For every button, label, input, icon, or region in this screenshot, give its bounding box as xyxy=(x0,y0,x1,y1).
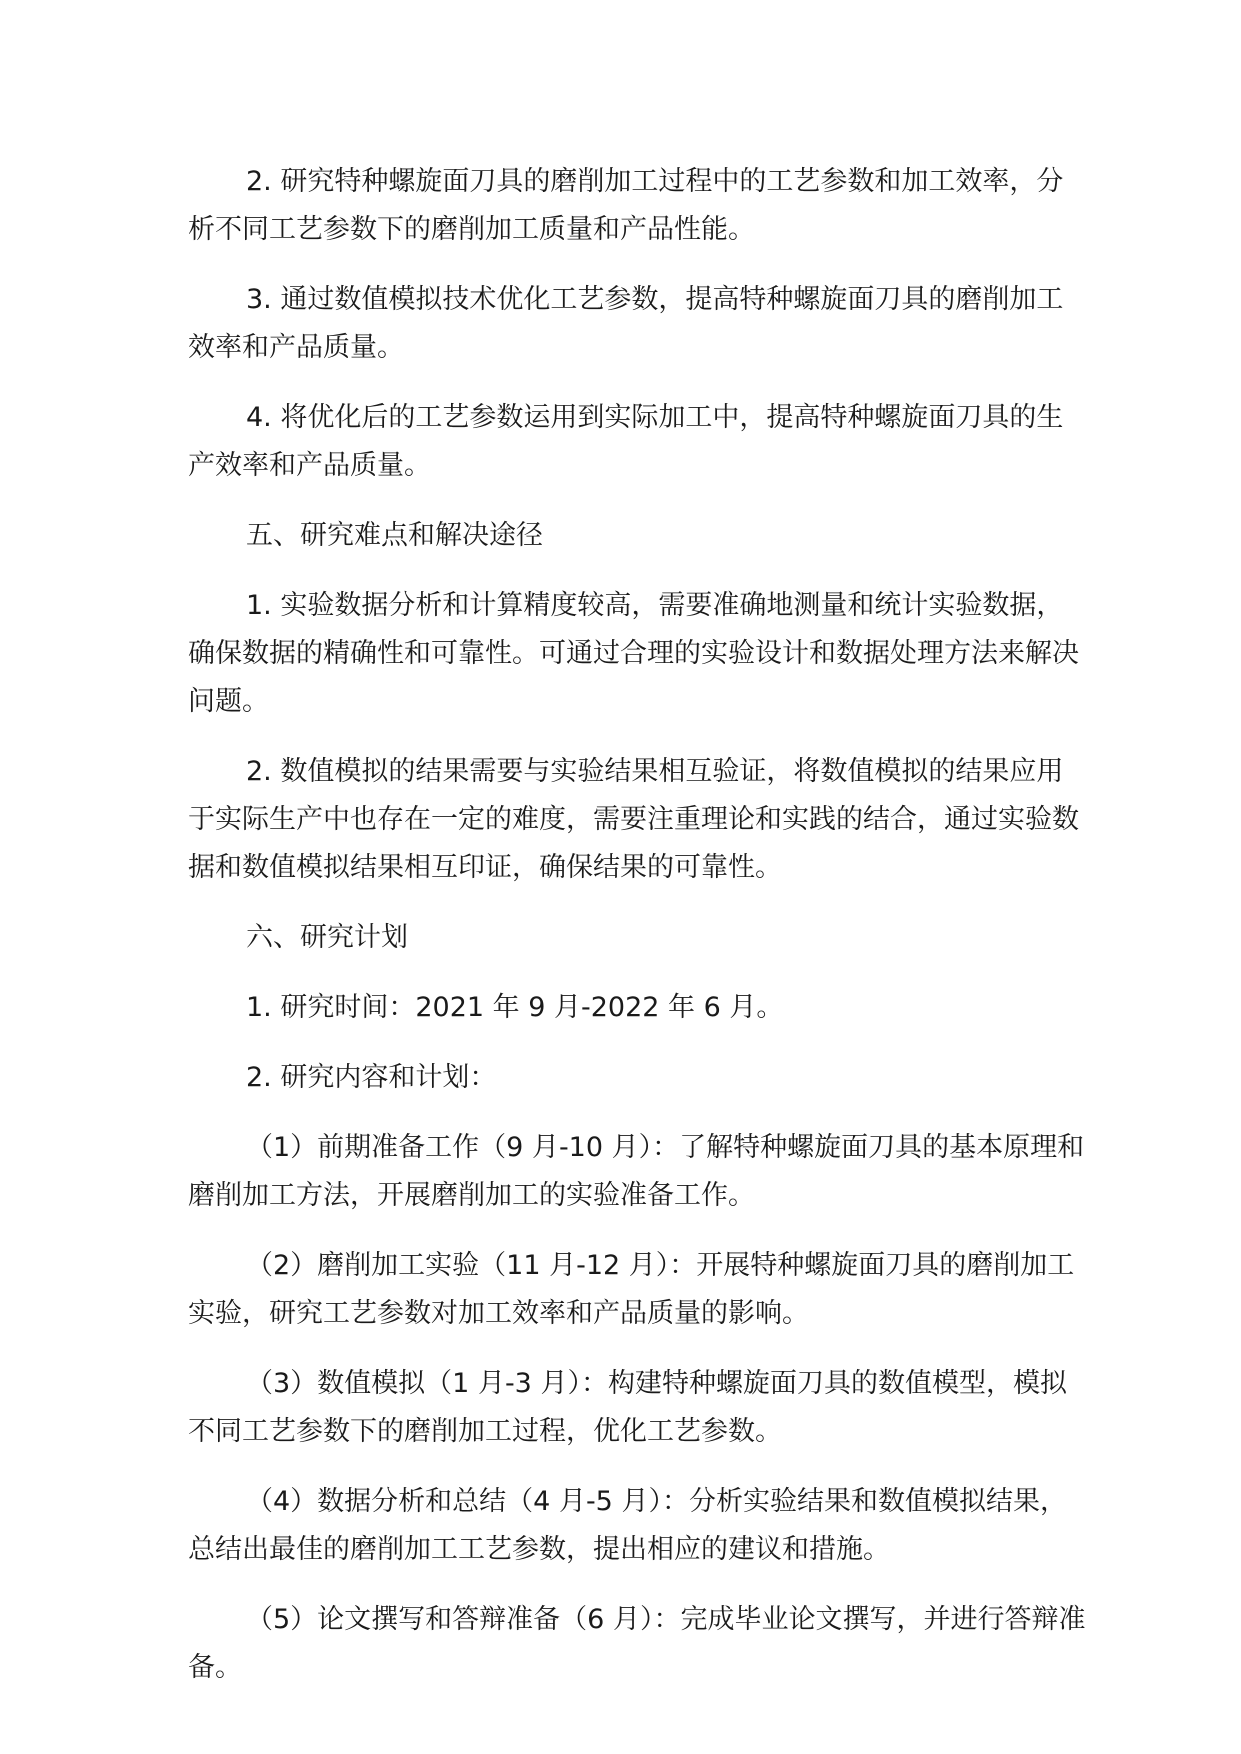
paragraph-difficulty-1: 1. 实验数据分析和计算精度较高，需要准确地测量和统计实验数据，确保数据的精确性和可靠性。可通过合理的实验设计和数据处理方法来解决问题。 xyxy=(188,590,1079,717)
section-heading-6: 六、研究计划 xyxy=(246,922,408,953)
paragraph-plan-content: 2. 研究内容和计划： xyxy=(246,1062,497,1093)
paragraph-objective-3: 3. 通过数值模拟技术优化工艺参数，提高特种螺旋面刀具的磨削加工效率和产品质量。 xyxy=(188,284,1064,363)
paragraph-plan-step-4: （4）数据分析和总结（4 月-5 月）：分析实验结果和数值模拟结果，总结出最佳的磨削加工工艺参数，提出相应的建议和措施。 xyxy=(188,1486,1067,1565)
paragraph-objective-2: 2. 研究特种螺旋面刀具的磨削加工过程中的工艺参数和加工效率，分析不同工艺参数下的磨削加工质量和产品性能。 xyxy=(188,166,1064,245)
paragraph-plan-step-3: （3）数值模拟（1 月-3 月）：构建特种螺旋面刀具的数值模型，模拟不同工艺参数下的磨削加工过程，优化工艺参数。 xyxy=(188,1368,1067,1447)
document-page xyxy=(188,158,1088,1714)
paragraph-plan-step-2: （2）磨削加工实验（11 月-12 月）：开展特种螺旋面刀具的磨削加工实验，研究工艺参数对加工效率和产品质量的影响。 xyxy=(188,1250,1075,1329)
paragraph-plan-step-5: （5）论文撰写和答辩准备（6 月）：完成毕业论文撰写，并进行答辩准备。 xyxy=(188,1604,1086,1683)
paragraph-objective-4: 4. 将优化后的工艺参数运用到实际加工中，提高特种螺旋面刀具的生产效率和产品质量。 xyxy=(188,402,1064,481)
paragraph-difficulty-2: 2. 数值模拟的结果需要与实验结果相互验证，将数值模拟的结果应用于实际生产中也存在一定的难度，需要注重理论和实践的结合，通过实验数据和数值模拟结果相互印证，确保结果的可靠性。 xyxy=(188,756,1079,883)
paragraph-plan-time: 1. 研究时间：2021 年 9 月-2022 年 6 月。 xyxy=(246,992,784,1023)
paragraph-plan-step-1: （1）前期准备工作（9 月-10 月）：了解特种螺旋面刀具的基本原理和磨削加工方法，开展磨削加工的实验准备工作。 xyxy=(188,1132,1085,1211)
section-heading-5: 五、研究难点和解决途径 xyxy=(246,520,543,551)
